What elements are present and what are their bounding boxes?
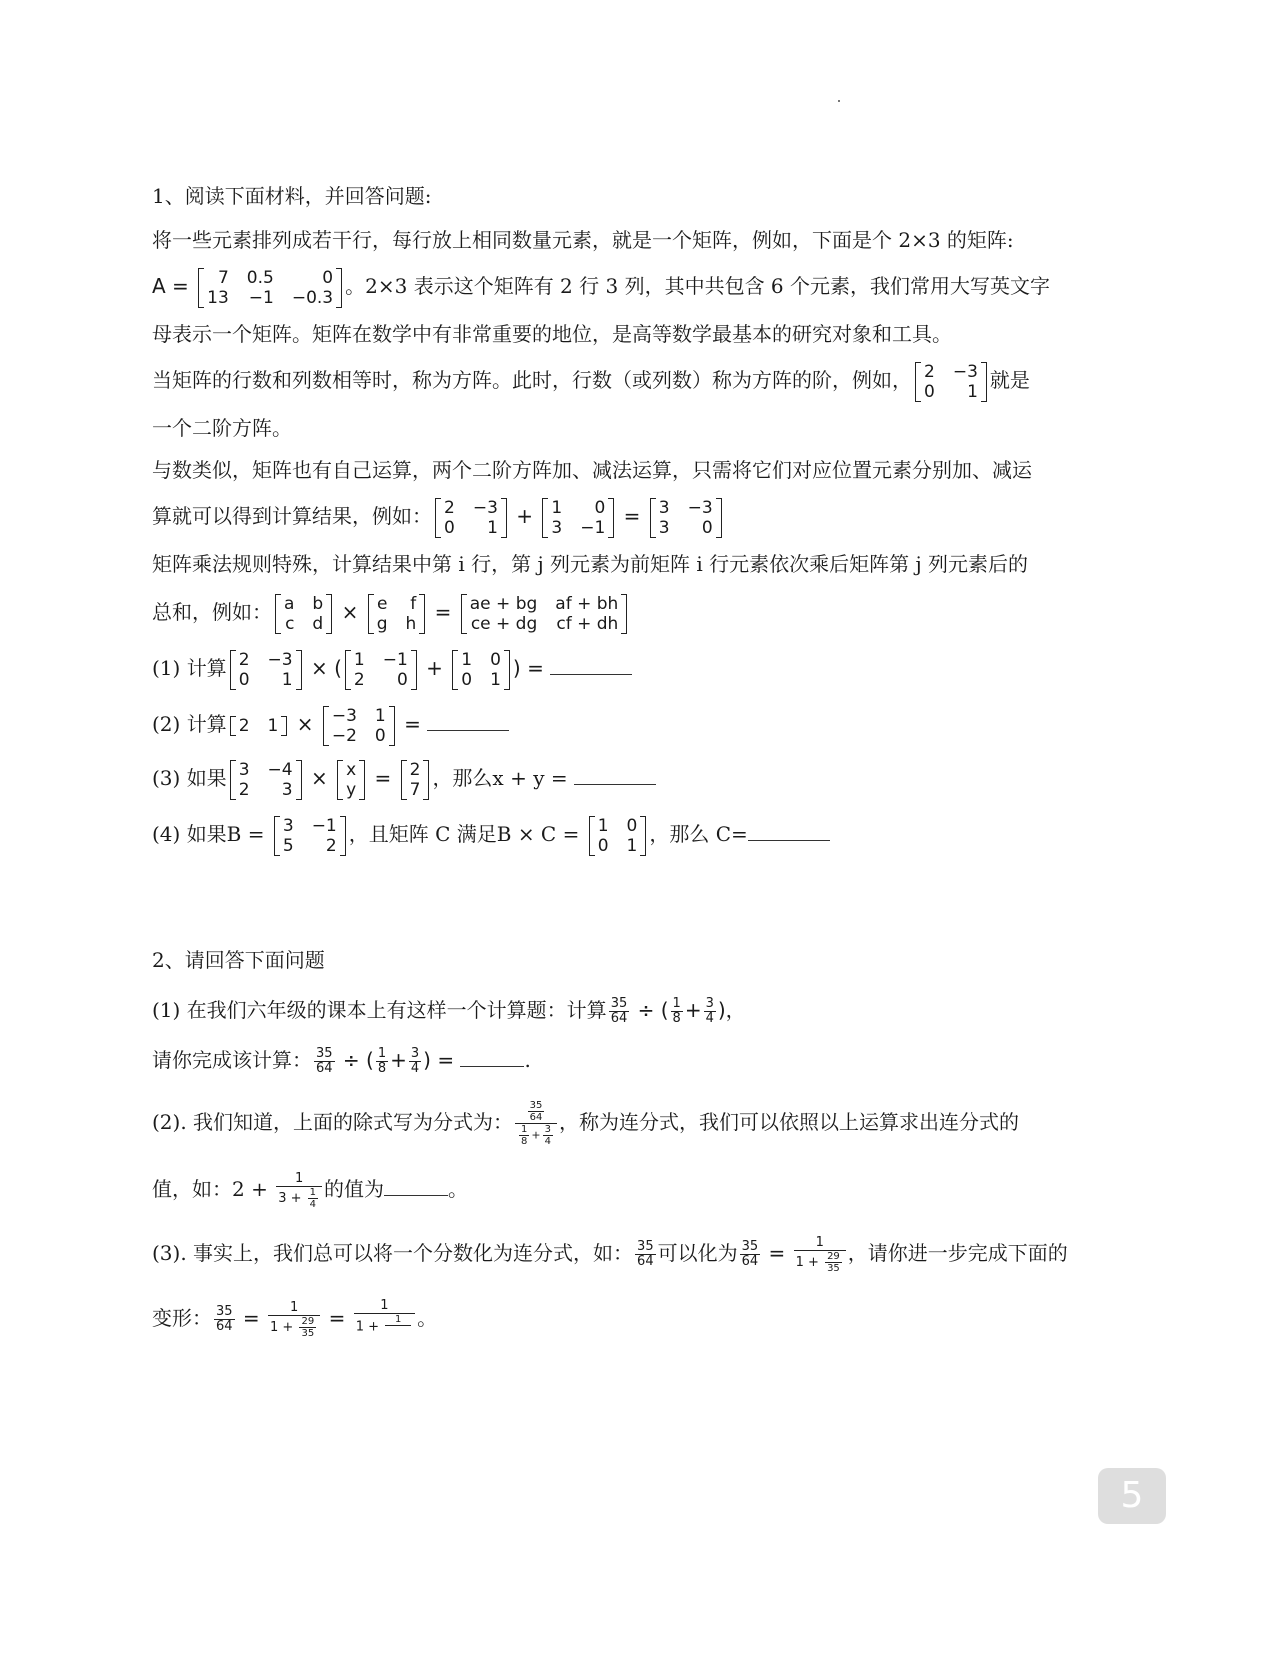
q1-paragraph-2: A = 7 0.5 0 13 −1 −0.3 。2×3 表示这个矩阵有 2 行 3 列，其中共包含 6 个元素，我们常用大写英文字 [152, 267, 1051, 308]
mul-example-m1: a b c d [275, 594, 332, 634]
answer-blank-q2-1[interactable] [460, 1048, 524, 1067]
answer-blank-2[interactable] [427, 712, 509, 731]
q1-paragraph-4: 当矩阵的行数和列数相等时，称为方阵。此时，行数（或列数）称为方阵的阶，例如， 2 −3 0 1 就是 [152, 361, 1030, 402]
add-example-m2: 1 0 3 −1 [542, 498, 614, 538]
q1-paragraph-7: 算就可以得到计算结果，例如： 2 −3 0 1 + 1 0 3 −1 = 3 −3 3 0 [152, 492, 725, 540]
q2-title: 2、请回答下面问题 [152, 948, 325, 972]
add-example-m1: 2 −3 0 1 [435, 498, 507, 538]
continued-fraction-example: $\frac{35}{64}$ $\frac{1}{8}$ + $\frac{3}{4}$ [515, 1100, 557, 1147]
q1-paragraph-1: 将一些元素排列成若干行，每行放上相同数量元素，就是一个矩阵，例如，下面是个 2×3 的矩阵: [152, 228, 1014, 252]
q1-subquestion-2: (2) 计算 2 1 × −3 1 −2 0 = [152, 700, 509, 748]
add-example-m3: 3 −3 3 0 [650, 498, 722, 538]
q1-paragraph-8: 矩阵乘法规则特殊，计算结果中第 i 行，第 j 列元素为前矩阵 i 行元素依次乘后矩阵第 j 列元素后的 [152, 552, 1029, 576]
matrix-a: 7 0.5 0 13 −1 −0.3 [198, 268, 342, 308]
matrix-a-label: A = [152, 274, 196, 298]
square-matrix-example: 2 −3 0 1 [915, 362, 987, 402]
mul-example-m3: ae + bg af + bh ce + dg cf + dh [461, 594, 628, 634]
answer-blank-3[interactable] [574, 766, 656, 785]
page-number-badge: 5 [1098, 1468, 1166, 1524]
q2-subquestion-1: (1) 在我们六年级的课本上有这样一个计算题：计算 $\frac{35}{64}$ ÷ ( $\frac{1}{8}$ + $\frac{3}{4}$ )， [152, 996, 746, 1026]
q2-subquestion-3-line2: 变形： $\frac{35}{64}$ = 1 1 + $\frac{29}{35}$ = 1 1 + 1 。 [152, 1298, 438, 1339]
q1-subquestion-3: (3) 如果 3 −4 2 3 × x y = 2 7 ，那么x + y = [152, 754, 656, 802]
answer-blank-q2-2[interactable] [384, 1177, 448, 1196]
q1-paragraph-9: 总和，例如： a b c d × e f g h = ae + bg af + bh ce + dg cf + dh [152, 588, 630, 636]
answer-blank-1[interactable] [550, 656, 632, 675]
answer-blank-4[interactable] [748, 822, 830, 841]
q1-title: 1、阅读下面材料，并回答问题: [152, 184, 432, 208]
mul-example-m2: e f g h [368, 594, 426, 634]
q1-paragraph-5: 一个二阶方阵。 [152, 416, 292, 440]
q1-paragraph-3: 母表示一个矩阵。矩阵在数学中有非常重要的地位，是高等数学最基本的研究对象和工具。 [152, 322, 952, 346]
stray-dot [838, 100, 840, 102]
q2-subquestion-2-line2: 值，如：2 + 1 3 + $\frac{1}{4}$ 的值为 。 [152, 1170, 469, 1210]
q1-paragraph-6: 与数类似，矩阵也有自己运算，两个二阶方阵加、减法运算，只需将它们对应位置元素分别加、减运 [152, 458, 1032, 482]
q1-subquestion-4: (4) 如果B = 3 −1 5 2 ，且矩阵 C 满足B × C = 1 0 0 1 ，那么 C= [152, 810, 830, 858]
continued-fraction-blank[interactable]: 1 1 + 1 [354, 1299, 415, 1340]
q2-subquestion-3: (3). 事实上，我们总可以将一个分数化为连分式，如： $\frac{35}{64}$ 可以化为 $\frac{35}{64}$ = 1 1 + $\frac{29}{35}$ ，请你进一步完成下面的 [152, 1234, 1068, 1274]
q1-subquestion-1: (1) 计算 2 −3 0 1 × ( 1 −1 2 0 + 1 0 0 1 ) = [152, 644, 632, 692]
q2-subquestion-1-line2: 请你完成该计算： $\frac{35}{64}$ ÷ ( $\frac{1}{8}$ + $\frac{3}{4}$ ) = . [152, 1046, 531, 1076]
q2-subquestion-2: (2). 我们知道，上面的除式写为分式为： $\frac{35}{64}$ $\frac{1}{8}$ + $\frac{3}{4}$ ，称为连分式，我们可以依照以上运算求出连分式的 [152, 1100, 1020, 1147]
